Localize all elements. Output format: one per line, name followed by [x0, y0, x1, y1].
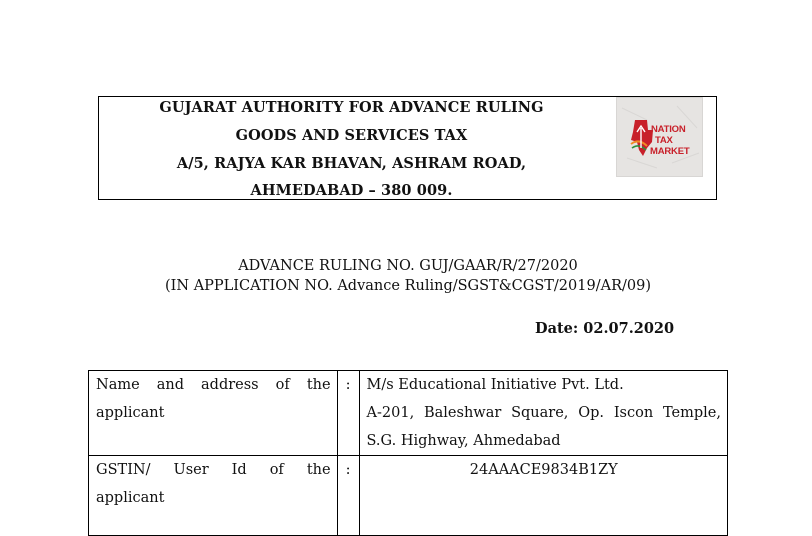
authority-name: GUJARAT AUTHORITY FOR ADVANCE RULING: [159, 99, 544, 116]
gstin-label: GSTIN/ User Id of the applicant: [89, 456, 338, 536]
application-number: (IN APPLICATION NO. Advance Ruling/SGST&CGST/2019/AR/09): [165, 278, 651, 294]
authority-city-line: AHMEDABAD – 380 009.: [250, 182, 453, 199]
table-row: [89, 371, 728, 456]
logo-text-nation: NATION: [651, 124, 686, 135]
applicant-name-label: Name and address of the applicant: [89, 371, 338, 456]
applicant-name-value: M/s Educational Initiative Pvt. Ltd. A-201, Baleshwar Square, Op. Iscon Temple, S.G. Highway, Ahmedabad: [359, 371, 727, 456]
separator-colon: :: [337, 371, 359, 456]
nation-tax-market-logo: [616, 97, 703, 177]
table-row: [89, 456, 728, 536]
advance-ruling-number: ADVANCE RULING NO. GUJ/GAAR/R/27/2020: [238, 258, 578, 274]
separator-colon: :: [337, 456, 359, 536]
applicant-details-table: [88, 370, 728, 536]
logo-text-tax: TAX: [655, 135, 673, 146]
logo-text-market: MARKET: [650, 146, 690, 157]
authority-department: GOODS AND SERVICES TAX: [235, 127, 468, 144]
gstin-value: 24AAACE9834B1ZY: [359, 456, 727, 536]
authority-address-line: A/5, RAJYA KAR BHAVAN, ASHRAM ROAD,: [176, 155, 527, 172]
ruling-date: Date: 02.07.2020: [535, 320, 675, 337]
